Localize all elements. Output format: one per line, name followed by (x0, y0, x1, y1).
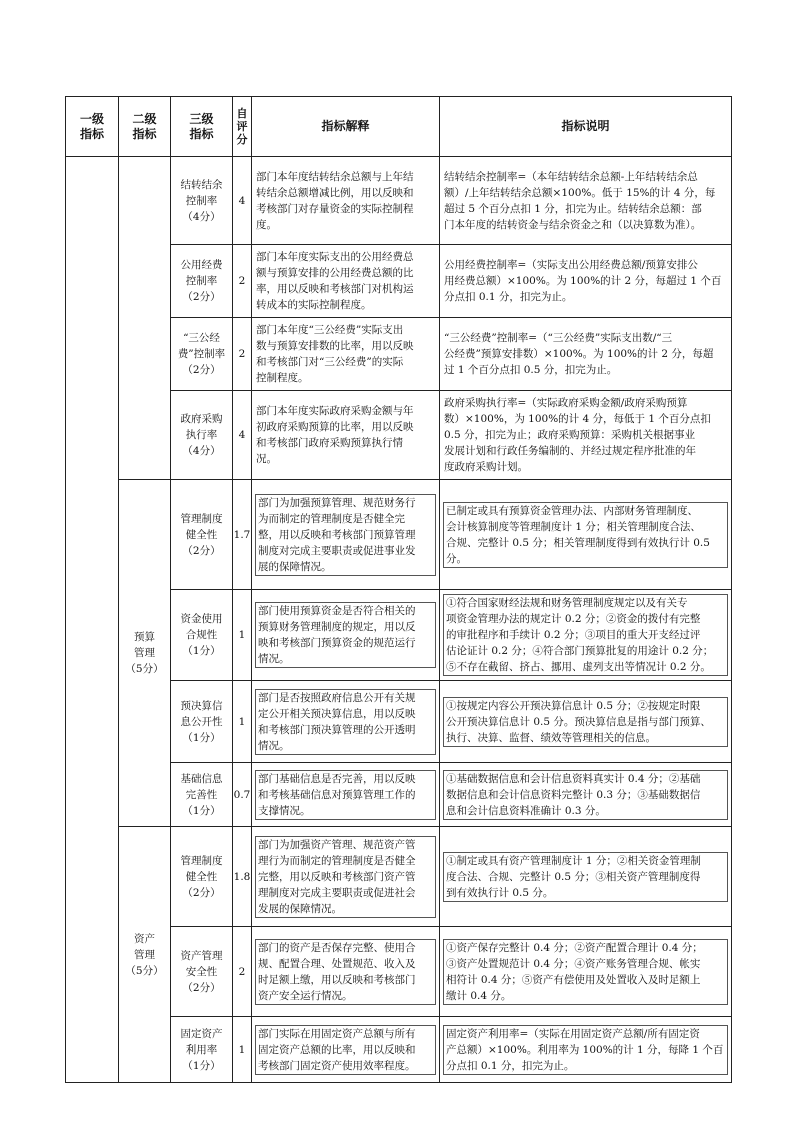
description-cell (440, 480, 732, 590)
score-cell: 1 (233, 1017, 252, 1083)
level3-cell: 基础信息 完善性 （1分） (171, 763, 233, 827)
description-text: ①资产保存完整计 0.4 分；②资产配置合理计 0.4 分； ③资产处置规范计 0.4 分；④资产账务管理合规、帐实 相符计 0.4 分；⑤资产有偿使用及处置收入及时足额上 缴计 0.4 分。 (443, 939, 728, 1005)
score-cell: 4 (233, 157, 252, 245)
header-level2: 二级 指标 (119, 97, 171, 157)
description-text: ①基础数据信息和会计信息资料真实计 0.4 分；②基础 数据信息和会计信息资料完整计 0.3 分；③基础数据信 息和会计信息资料准确计 0.3 分。 (443, 770, 728, 820)
explanation-cell (252, 681, 440, 763)
score-cell: 0.7 (233, 763, 252, 827)
description-cell (440, 681, 732, 763)
score-cell: 2 (233, 318, 252, 391)
indicator-table (65, 96, 732, 1083)
explanation-text: 部门基础信息是否完善，用以反映 和考核基础信息对预算管理工作的 支撑情况。 (255, 770, 436, 820)
level1-cell (66, 157, 119, 1083)
description-cell (440, 590, 732, 681)
explanation-cell (252, 827, 440, 927)
explanation-cell (252, 1017, 440, 1083)
explanation-cell (252, 480, 440, 590)
description-cell (440, 763, 732, 827)
header-score: 自 评 分 (233, 97, 252, 157)
level3-cell: 管理制度 健全性 （2分） (171, 827, 233, 927)
description-text: 公用经费控制率=（实际支出公用经费总额/预算安排公 用经费总额）×100%。为 100%的计 2 分，每超过 1 个百 分点扣 0.1 分，扣完为止。 (444, 259, 722, 303)
explanation-text: 部门实际在用固定资产总额与所有 固定资产总额的比率，用以反映和 考核部门固定资产使用效率程度。 (255, 1025, 436, 1075)
score-cell: 1.7 (233, 480, 252, 590)
description-text: ①符合国家财经法规和财务管理制度规定以及有关专 项资金管理办法的规定计 0.2 分；②资金的拨付有完整 的审批程序和手续计 0.2 分；③项目的重大开支经过评 估论证计 0.2 分；④符合部门预算批复的用途计 0.2 分； ⑤不存在截留、挤占、挪用、虚列支出等情况计 0.2 分。 (443, 594, 728, 676)
explanation-text: 部门使用预算资金是否符合相关的 预算财务管理制度的规定，用以反 映和考核部门预算资金的规范运行 情况。 (255, 602, 436, 668)
level3-cell: 公用经费 控制率 （2分） (171, 245, 233, 318)
table-row (66, 157, 732, 245)
description-text: ①按规定内容公开预决算信息计 0.5 分；②按规定时限 公开预决算信息计 0.5 分。预决算信息是指与部门预算、 执行、决算、监督、绩效等管理相关的信息。 (443, 697, 728, 747)
description-cell (440, 318, 732, 391)
score-cell: 1 (233, 681, 252, 763)
explanation-cell (252, 318, 440, 391)
table-row (66, 827, 732, 927)
description-cell (440, 245, 732, 318)
explanation-text: 部门为加强预算管理、规范财务行 为而制定的管理制度是否健全完 整，用以反映和考核部门预算管理 制度对完成主要职责或促进事业发 展的保障情况。 (255, 494, 436, 576)
description-text: ①制定或具有资产管理制度计 1 分；②相关资金管理制 度合法、合规、完整计 0.5 分；③相关资产管理制度得 到有效执行计 0.5 分。 (443, 852, 728, 902)
description-cell (440, 827, 732, 927)
header-level1: 一级 指标 (66, 97, 119, 157)
table-row (66, 480, 732, 590)
level2-cell: 预算 管理 （5分） (119, 480, 171, 827)
header-row (66, 97, 732, 157)
explanation-cell (252, 157, 440, 245)
description-text: 政府采购执行率=（实际政府采购金额/政府采购预算 数）×100%，为 100%的计 4 分，每低于 1 个百分点扣 0.5 分，扣完为止；政府采购预算：采购机关根据事业 发展计划和行政任务编制的、并经过规定程序批准的年 度政府采购计划。 (444, 397, 711, 473)
score-cell: 2 (233, 927, 252, 1017)
level2-cell: 资产 管理 （5分） (119, 827, 171, 1083)
level2-cell (119, 157, 171, 480)
description-text: 结转结余控制率=（本年结转结余总额-上年结转结余总 额）/上年结转结余总额×100%。低于 15%的计 4 分，每 超过 5 个百分点扣 1 分，扣完为止。结转结余总额：部 门本年度的结转资金与结余资金之和（以决算数为准）。 (444, 170, 716, 231)
description-text: 已制定或具有预算资金管理办法、内部财务管理制度、 会计核算制度等管理制度计 1 分；相关管理制度合法、 合规、完整计 0.5 分；相关管理制度得到有效执行计 0.5 分。 (443, 502, 728, 568)
description-cell (440, 391, 732, 480)
description-cell (440, 1017, 732, 1083)
level3-cell: 结转结余 控制率 （4分） (171, 157, 233, 245)
score-cell: 4 (233, 391, 252, 480)
header-description: 指标说明 (440, 97, 732, 157)
explanation-cell (252, 245, 440, 318)
description-cell (440, 927, 732, 1017)
explanation-text: 部门为加强资产管理、规范资产管 理行为而制定的管理制度是否健全 完整，用以反映和考核部门资产管 理制度对完成主要职责或促进社会 发展的保障情况。 (255, 836, 436, 918)
level3-cell: 管理制度 健全性 （2分） (171, 480, 233, 590)
header-explanation: 指标解释 (252, 97, 440, 157)
header-level3: 三级 指标 (171, 97, 233, 157)
score-cell: 1 (233, 590, 252, 681)
explanation-text: 部门是否按照政府信息公开有关规 定公开相关预决算信息，用以反映 和考核部门预决算管理的公开透明 情况。 (255, 689, 436, 755)
level3-cell: 政府采购 执行率 （4分） (171, 391, 233, 480)
description-text: 固定资产利用率=（实际在用固定资产总额/所有固定资 产总额）×100%。利用率为 100%的计 1 分，每降 1 个百 分点扣 0.1 分，扣完为止。 (443, 1025, 728, 1075)
score-cell: 2 (233, 245, 252, 318)
explanation-text: 部门本年度实际支出的公用经费总 额与预算安排的公用经费总额的比 率，用以反映和考核部门对机构运 转成本的实际控制程度。 (256, 251, 414, 311)
explanation-cell (252, 590, 440, 681)
description-text: “三公经费”控制率=（“三公经费”实际支出数/“三 公经费”预算安排数）×100%。为 100%的计 2 分，每超 过 1 个百分点扣 0.5 分，扣完为止。 (444, 332, 714, 376)
level3-cell: 资产管理 安全性 （2分） (171, 927, 233, 1017)
explanation-text: 部门本年度结转结余总额与上年结 转结余总额增减比例，用以反映和 考核部门对存量资金的实际控制程 度。 (256, 170, 414, 231)
explanation-text: 部门的资产是否保存完整、使用合 规、配置合理、处置规范、收入及 时足额上缴，用以反映和考核部门 资产安全运行情况。 (255, 939, 436, 1005)
explanation-cell (252, 927, 440, 1017)
explanation-text: 部门本年度“三公经费”实际支出 数与预算安排数的比率，用以反映 和考核部门对“三公经费”的实际 控制程度。 (256, 324, 414, 384)
level3-cell: 预决算信 息公开性 （1分） (171, 681, 233, 763)
level3-cell: 固定资产 利用率 （1分） (171, 1017, 233, 1083)
score-cell: 1.8 (233, 827, 252, 927)
description-cell (440, 157, 732, 245)
explanation-text: 部门本年度实际政府采购金额与年 初政府采购预算的比率，用以反映 和考核部门政府采购预算执行情 况。 (256, 405, 414, 465)
level3-cell: “三公经 费”控制率 （2分） (171, 318, 233, 391)
explanation-cell (252, 391, 440, 480)
explanation-cell (252, 763, 440, 827)
level3-cell: 资金使用 合规性 （1分） (171, 590, 233, 681)
